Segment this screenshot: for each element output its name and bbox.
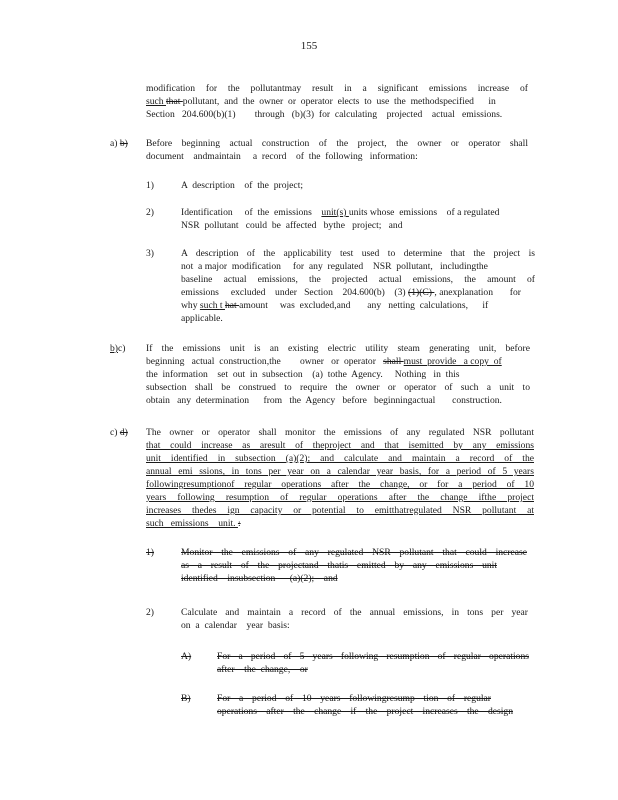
inserted-text: such	[199, 300, 220, 311]
item-number: 2)	[146, 607, 154, 618]
deleted-item-text: For a period of 10 years followingresump tion of regular	[217, 693, 491, 704]
text: emissions excluded under Section 204.600(b) (3)	[181, 287, 409, 298]
subsection-b-line: the information set out in subsection (a) tothe Agency. Nothing in this	[146, 369, 460, 380]
deleted-text: (1)(C)	[408, 287, 435, 298]
intro-text: pollutant, and the owner or operator elects to use the methodspecified in	[182, 96, 496, 107]
intro-line	[146, 95, 496, 108]
text: amount was excluded,and any netting calculations, if	[239, 300, 489, 311]
text: why	[181, 300, 200, 311]
subsection-c-inserted-line: that could increase as aresult of theproject and that isemitted by any emissions	[146, 440, 534, 451]
subsection-c-inserted-line: unit identified in subsection (a)(2); and calculate and maintain a record of the	[146, 453, 534, 464]
item-text: on a calendar year basis:	[181, 620, 290, 631]
deleted-item-text: after the change, or	[217, 664, 308, 675]
item-text: A description of the applicability test used to determine that the project is	[181, 248, 535, 259]
item-number: 2)	[146, 207, 154, 218]
subsection-b-label	[110, 342, 125, 355]
deleted-item-text: identified insubsection (a)(2); and	[181, 573, 338, 584]
subsection-a-line: Before beginning actual construction of the project, the owner or operator shall	[146, 138, 528, 149]
deleted-item-number: A)	[181, 651, 192, 662]
inserted-text: such	[146, 96, 166, 107]
text: Identification of the emissions	[181, 207, 322, 218]
item-text: Calculate and maintain a record of the annual emissions, in tons per year	[181, 607, 528, 618]
item-text: baseline actual emissions, the projected actual emissions, the amount of	[181, 274, 535, 285]
deleted-item-number: B)	[181, 693, 191, 704]
page-number: 155	[300, 40, 318, 52]
deleted-text: :	[237, 518, 241, 529]
subsection-b-line: If the emissions unit is an existing electric utility steam generating unit, before	[146, 343, 530, 354]
subsection-a-line: document andmaintain a record of the following information:	[146, 151, 418, 162]
new-label: a)	[110, 138, 118, 149]
text: units whose emissions of a regulated	[348, 207, 500, 218]
subsection-a-label	[110, 137, 128, 150]
subsection-b-line	[146, 355, 502, 368]
item-text	[181, 299, 488, 312]
subsection-c-line: The owner or operator shall monitor the emissions of any regulated NSR pollutant	[146, 427, 534, 438]
inserted-text: must provide a copy of	[403, 356, 502, 367]
subsection-c-line	[146, 517, 241, 530]
subsection-c-label	[110, 426, 128, 439]
item-number: 1)	[146, 180, 154, 191]
deleted-item-text: as a result of the projectand thatis emitted by any emissions unit	[181, 560, 497, 571]
item-text: NSR pollutant could be affected bythe project; and	[181, 220, 403, 231]
old-label: c)	[118, 343, 126, 354]
intro-line: Section 204.600(b)(1) through (b)(3) for calculating projected actual emissions.	[146, 109, 503, 120]
text: beginning actual construction,the owner or operator	[146, 356, 384, 367]
intro-line: modification for the pollutantmay result in a significant emissions increase of	[146, 83, 528, 94]
new-label: c)	[110, 427, 118, 438]
deleted-label: d)	[119, 427, 128, 438]
deleted-text: shall	[383, 356, 404, 367]
item-text: not a major modification for any regulated NSR pollutant, includingthe	[181, 261, 488, 272]
subsection-b-line: subsection shall be construed to require the owner or operator of such a unit to	[146, 382, 530, 393]
deleted-text: that	[165, 96, 183, 107]
deleted-item-text: Monitor the emissions of any regulated NSR pollutant that could increase	[181, 547, 527, 558]
subsection-c-inserted-line: increases thedes ign capacity or potential to emitthatregulated NSR pollutant at	[146, 505, 534, 516]
subsection-c-inserted-line: annual emi ssions, in tons per year on a calendar year basis, for a period of 5 years	[146, 466, 534, 477]
item-text	[181, 206, 499, 219]
inserted-text: t	[219, 300, 225, 311]
subsection-c-inserted-line: years following resumption of regular operations after the change ifthe project	[146, 492, 534, 503]
inserted-text: unit(s)	[321, 207, 349, 218]
item-text: applicable.	[181, 313, 223, 324]
deleted-item-text: operations after the change if the project increases the design	[217, 706, 513, 717]
subsection-b-line: obtain any determination from the Agency before beginningactual construction.	[146, 395, 502, 406]
inserted-text: such emissions unit.	[146, 518, 238, 529]
item-text: A description of the project;	[181, 180, 304, 191]
deleted-item-number: 1)	[146, 547, 154, 558]
subsection-c-inserted-line: followingresumptionof regular operations after the change, or for a period of 10	[146, 479, 534, 490]
deleted-item-text: For a period of 5 years following resumption of regular operations	[217, 651, 529, 662]
item-text	[181, 286, 521, 299]
item-number: 3)	[146, 248, 154, 259]
inserted-label: b)	[110, 343, 118, 354]
text: , anexplanation for	[434, 287, 521, 298]
deleted-label: b)	[119, 138, 128, 149]
deleted-text: hat	[224, 300, 240, 311]
